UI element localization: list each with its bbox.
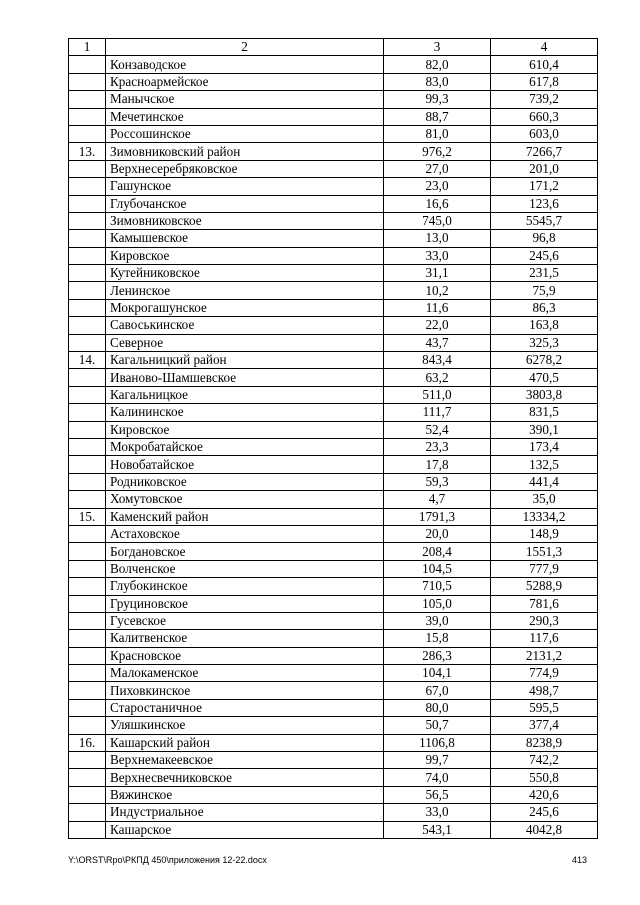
table-row (69, 699, 598, 716)
table-row (69, 195, 598, 212)
table-row (69, 334, 598, 351)
row-name-cell: Новобатайское (106, 456, 384, 473)
row-value-col4-cell: 117,6 (491, 630, 598, 647)
row-number-cell (69, 91, 106, 108)
row-value-col4-cell: 245,6 (491, 247, 598, 264)
table-row (69, 212, 598, 229)
row-number-cell (69, 769, 106, 786)
row-number-cell (69, 438, 106, 455)
row-number-cell (69, 560, 106, 577)
row-number-cell (69, 752, 106, 769)
row-value-col4-cell: 595,5 (491, 699, 598, 716)
row-value-col4-cell: 5288,9 (491, 578, 598, 595)
row-value-col3-cell: 33,0 (384, 804, 491, 821)
row-number-cell: 15. (69, 508, 106, 525)
row-value-col4-cell: 390,1 (491, 421, 598, 438)
table-row (69, 317, 598, 334)
row-name-cell: Кировское (106, 421, 384, 438)
row-value-col3-cell: 39,0 (384, 612, 491, 629)
row-name-cell: Гашунское (106, 178, 384, 195)
row-name-cell: Россошинское (106, 125, 384, 142)
row-name-cell: Малокаменское (106, 665, 384, 682)
row-name-cell: Индустриальное (106, 804, 384, 821)
row-name-cell: Волченское (106, 560, 384, 577)
table-row (69, 682, 598, 699)
row-number-cell (69, 717, 106, 734)
table-row (69, 456, 598, 473)
row-number-cell (69, 73, 106, 90)
row-name-cell: Вяжинское (106, 786, 384, 803)
row-value-col4-cell: 75,9 (491, 282, 598, 299)
row-value-col4-cell: 831,5 (491, 404, 598, 421)
row-number-cell (69, 369, 106, 386)
row-value-col3-cell: 82,0 (384, 56, 491, 73)
row-number-cell (69, 404, 106, 421)
row-value-col3-cell: 20,0 (384, 525, 491, 542)
row-number-cell (69, 108, 106, 125)
row-value-col4-cell: 290,3 (491, 612, 598, 629)
row-value-col4-cell: 5545,7 (491, 212, 598, 229)
table-row (69, 438, 598, 455)
row-name-cell: Манычское (106, 91, 384, 108)
row-value-col4-cell: 163,8 (491, 317, 598, 334)
row-value-col3-cell: 111,7 (384, 404, 491, 421)
row-name-cell: Иваново-Шамшевское (106, 369, 384, 386)
row-name-cell: Мокрогашунское (106, 299, 384, 316)
footer-page-number: 413 (572, 855, 588, 865)
row-value-col3-cell: 1106,8 (384, 734, 491, 751)
table-row (69, 769, 598, 786)
table-row (69, 525, 598, 542)
table-row (69, 543, 598, 560)
table-row (69, 282, 598, 299)
row-value-col4-cell: 245,6 (491, 804, 598, 821)
row-value-col4-cell: 325,3 (491, 334, 598, 351)
row-name-cell: Груциновское (106, 595, 384, 612)
table-row (69, 665, 598, 682)
row-name-cell: Северное (106, 334, 384, 351)
row-value-col4-cell: 96,8 (491, 230, 598, 247)
row-value-col4-cell: 2131,2 (491, 647, 598, 664)
row-name-cell: Конзаводское (106, 56, 384, 73)
footer-file-path: Y:\ORST\Rpo\РКПД 450\приложения 12-22.docx (68, 855, 267, 865)
table-row (69, 230, 598, 247)
table-row (69, 752, 598, 769)
row-name-cell: Каменский район (106, 508, 384, 525)
table-row (69, 647, 598, 664)
row-value-col3-cell: 17,8 (384, 456, 491, 473)
row-value-col4-cell: 781,6 (491, 595, 598, 612)
table-header-row (69, 39, 598, 56)
row-name-cell: Кашарский район (106, 734, 384, 751)
row-value-col3-cell: 11,6 (384, 299, 491, 316)
row-name-cell: Старостаничное (106, 699, 384, 716)
row-value-col3-cell: 15,8 (384, 630, 491, 647)
row-name-cell: Кутейниковское (106, 265, 384, 282)
row-number-cell (69, 491, 106, 508)
row-value-col4-cell: 148,9 (491, 525, 598, 542)
row-name-cell: Калитвенское (106, 630, 384, 647)
table-row (69, 125, 598, 142)
table-row (69, 369, 598, 386)
table-row (69, 595, 598, 612)
table-row (69, 178, 598, 195)
row-number-cell (69, 195, 106, 212)
row-number-cell (69, 282, 106, 299)
table-row (69, 578, 598, 595)
table-row (69, 804, 598, 821)
table-row (69, 404, 598, 421)
row-number-cell (69, 595, 106, 612)
row-value-col3-cell: 286,3 (384, 647, 491, 664)
row-number-cell (69, 317, 106, 334)
row-value-col4-cell: 201,0 (491, 160, 598, 177)
row-value-col3-cell: 105,0 (384, 595, 491, 612)
table-row (69, 821, 598, 838)
row-number-cell (69, 230, 106, 247)
row-name-cell: Кашарское (106, 821, 384, 838)
table-row (69, 352, 598, 369)
row-value-col4-cell: 35,0 (491, 491, 598, 508)
row-number-cell: 16. (69, 734, 106, 751)
row-number-cell (69, 804, 106, 821)
row-value-col3-cell: 543,1 (384, 821, 491, 838)
row-name-cell: Глубокинское (106, 578, 384, 595)
row-value-col3-cell: 16,6 (384, 195, 491, 212)
row-value-col3-cell: 23,3 (384, 438, 491, 455)
row-name-cell: Мокробатайское (106, 438, 384, 455)
row-number-cell (69, 299, 106, 316)
header-col-3: 3 (384, 39, 491, 56)
row-number-cell (69, 212, 106, 229)
row-number-cell (69, 543, 106, 560)
row-value-col3-cell: 27,0 (384, 160, 491, 177)
table-row (69, 265, 598, 282)
row-value-col4-cell: 420,6 (491, 786, 598, 803)
table-row (69, 421, 598, 438)
table-row (69, 73, 598, 90)
row-name-cell: Уляшкинское (106, 717, 384, 734)
data-table (68, 38, 598, 839)
table-row (69, 508, 598, 525)
row-name-cell: Верхнемакеевское (106, 752, 384, 769)
header-col-2: 2 (106, 39, 384, 56)
row-name-cell: Зимовниковский район (106, 143, 384, 160)
row-value-col3-cell: 52,4 (384, 421, 491, 438)
row-value-col4-cell: 617,8 (491, 73, 598, 90)
table-row (69, 612, 598, 629)
row-value-col4-cell: 1551,3 (491, 543, 598, 560)
row-number-cell (69, 247, 106, 264)
row-value-col4-cell: 86,3 (491, 299, 598, 316)
row-value-col4-cell: 132,5 (491, 456, 598, 473)
row-value-col3-cell: 88,7 (384, 108, 491, 125)
row-name-cell: Мечетинское (106, 108, 384, 125)
row-value-col3-cell: 56,5 (384, 786, 491, 803)
row-name-cell: Родниковское (106, 473, 384, 490)
row-value-col4-cell: 470,5 (491, 369, 598, 386)
row-value-col3-cell: 10,2 (384, 282, 491, 299)
row-value-col3-cell: 843,4 (384, 352, 491, 369)
row-number-cell (69, 647, 106, 664)
row-name-cell: Пиховкинское (106, 682, 384, 699)
row-name-cell: Кагальницкое (106, 386, 384, 403)
row-name-cell: Ленинское (106, 282, 384, 299)
row-number-cell: 14. (69, 352, 106, 369)
row-number-cell (69, 265, 106, 282)
row-value-col4-cell: 173,4 (491, 438, 598, 455)
row-value-col4-cell: 8238,9 (491, 734, 598, 751)
table-row (69, 473, 598, 490)
row-value-col3-cell: 710,5 (384, 578, 491, 595)
row-name-cell: Красновское (106, 647, 384, 664)
table-row (69, 491, 598, 508)
row-value-col3-cell: 4,7 (384, 491, 491, 508)
row-number-cell (69, 386, 106, 403)
row-value-col4-cell: 660,3 (491, 108, 598, 125)
row-number-cell (69, 56, 106, 73)
row-name-cell: Савоськинское (106, 317, 384, 334)
table-row (69, 560, 598, 577)
row-number-cell (69, 125, 106, 142)
table-row (69, 299, 598, 316)
row-value-col4-cell: 610,4 (491, 56, 598, 73)
row-value-col3-cell: 33,0 (384, 247, 491, 264)
row-value-col3-cell: 50,7 (384, 717, 491, 734)
row-number-cell (69, 786, 106, 803)
row-value-col3-cell: 80,0 (384, 699, 491, 716)
row-name-cell: Верхнесеребряковское (106, 160, 384, 177)
row-name-cell: Гусевское (106, 612, 384, 629)
row-value-col3-cell: 104,5 (384, 560, 491, 577)
row-value-col3-cell: 83,0 (384, 73, 491, 90)
row-value-col3-cell: 13,0 (384, 230, 491, 247)
row-number-cell (69, 525, 106, 542)
row-number-cell (69, 456, 106, 473)
row-value-col3-cell: 511,0 (384, 386, 491, 403)
row-number-cell (69, 160, 106, 177)
row-value-col4-cell: 739,2 (491, 91, 598, 108)
table-row (69, 143, 598, 160)
row-name-cell: Глубочанское (106, 195, 384, 212)
row-value-col3-cell: 99,3 (384, 91, 491, 108)
row-value-col4-cell: 6278,2 (491, 352, 598, 369)
table-row (69, 717, 598, 734)
row-number-cell (69, 334, 106, 351)
row-number-cell: 13. (69, 143, 106, 160)
row-number-cell (69, 178, 106, 195)
row-value-col3-cell: 63,2 (384, 369, 491, 386)
table-row (69, 91, 598, 108)
row-value-col3-cell: 81,0 (384, 125, 491, 142)
row-value-col4-cell: 4042,8 (491, 821, 598, 838)
row-value-col4-cell: 777,9 (491, 560, 598, 577)
row-value-col3-cell: 208,4 (384, 543, 491, 560)
row-number-cell (69, 421, 106, 438)
table-row (69, 247, 598, 264)
row-value-col4-cell: 13334,2 (491, 508, 598, 525)
header-col-1: 1 (69, 39, 106, 56)
row-value-col4-cell: 3803,8 (491, 386, 598, 403)
row-number-cell (69, 630, 106, 647)
row-value-col3-cell: 745,0 (384, 212, 491, 229)
row-value-col4-cell: 774,9 (491, 665, 598, 682)
row-value-col3-cell: 43,7 (384, 334, 491, 351)
row-number-cell (69, 473, 106, 490)
row-value-col4-cell: 7266,7 (491, 143, 598, 160)
table-body (69, 56, 598, 839)
row-value-col3-cell: 99,7 (384, 752, 491, 769)
row-name-cell: Кировское (106, 247, 384, 264)
row-value-col4-cell: 171,2 (491, 178, 598, 195)
row-number-cell (69, 682, 106, 699)
row-value-col3-cell: 104,1 (384, 665, 491, 682)
row-value-col4-cell: 123,6 (491, 195, 598, 212)
row-value-col4-cell: 550,8 (491, 769, 598, 786)
row-value-col3-cell: 976,2 (384, 143, 491, 160)
row-name-cell: Зимовниковское (106, 212, 384, 229)
table-row (69, 386, 598, 403)
row-value-col4-cell: 377,4 (491, 717, 598, 734)
row-value-col4-cell: 441,4 (491, 473, 598, 490)
row-number-cell (69, 821, 106, 838)
row-value-col4-cell: 231,5 (491, 265, 598, 282)
row-name-cell: Калининское (106, 404, 384, 421)
row-number-cell (69, 612, 106, 629)
row-value-col3-cell: 74,0 (384, 769, 491, 786)
table-row (69, 734, 598, 751)
row-value-col4-cell: 498,7 (491, 682, 598, 699)
table-row (69, 108, 598, 125)
row-value-col3-cell: 31,1 (384, 265, 491, 282)
row-name-cell: Камышевское (106, 230, 384, 247)
row-value-col4-cell: 742,2 (491, 752, 598, 769)
row-number-cell (69, 578, 106, 595)
table-row (69, 786, 598, 803)
row-number-cell (69, 699, 106, 716)
table-row (69, 56, 598, 73)
table-row (69, 630, 598, 647)
header-col-4: 4 (491, 39, 598, 56)
table-row (69, 160, 598, 177)
row-name-cell: Хомутовское (106, 491, 384, 508)
row-name-cell: Астаховское (106, 525, 384, 542)
row-value-col4-cell: 603,0 (491, 125, 598, 142)
row-value-col3-cell: 1791,3 (384, 508, 491, 525)
row-name-cell: Красноармейское (106, 73, 384, 90)
row-value-col3-cell: 59,3 (384, 473, 491, 490)
row-value-col3-cell: 67,0 (384, 682, 491, 699)
row-name-cell: Кагальницкий район (106, 352, 384, 369)
row-name-cell: Верхнесвечниковское (106, 769, 384, 786)
row-name-cell: Богдановское (106, 543, 384, 560)
row-value-col3-cell: 23,0 (384, 178, 491, 195)
row-value-col3-cell: 22,0 (384, 317, 491, 334)
row-number-cell (69, 665, 106, 682)
